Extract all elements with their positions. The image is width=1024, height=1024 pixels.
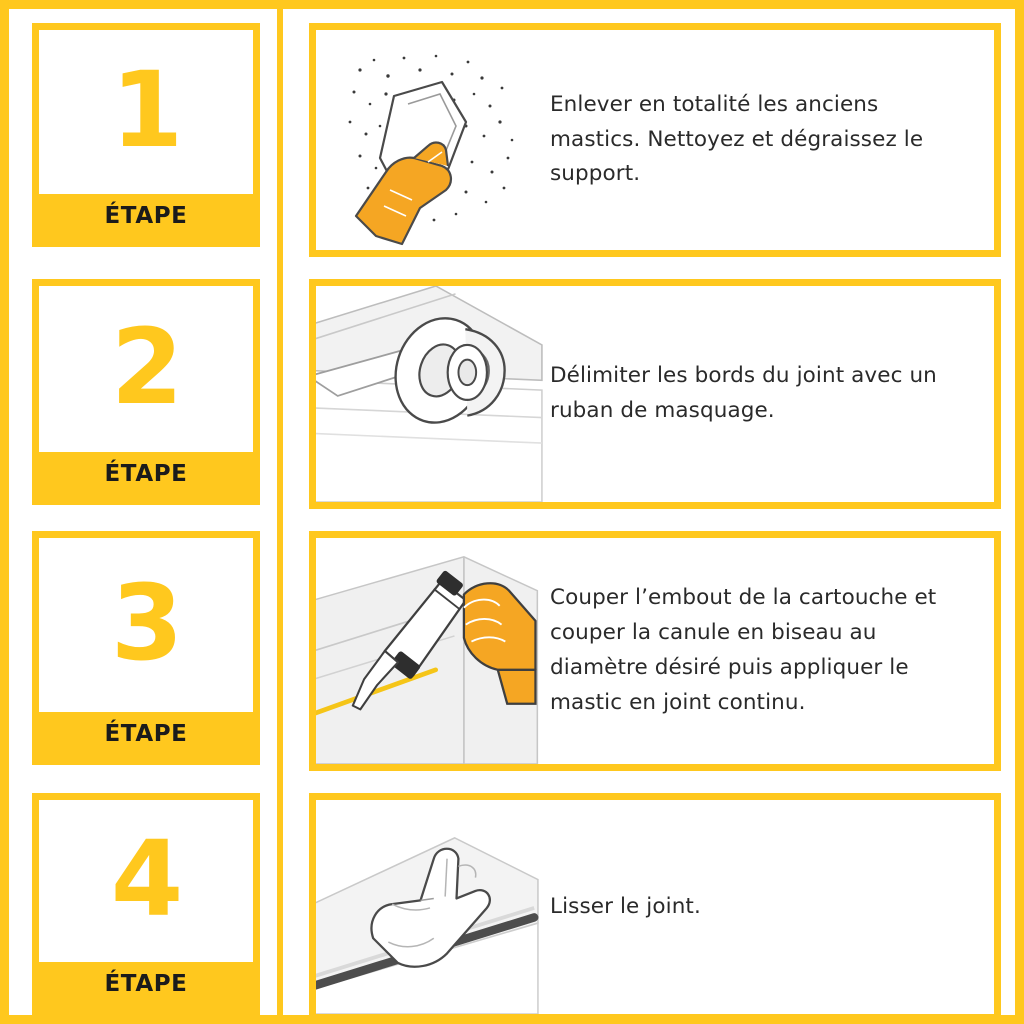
badge-card-gap: [260, 23, 309, 257]
step-row: [18, 23, 1006, 257]
step-badge-4: [32, 793, 260, 1015]
step-label-2: ÉTAPE: [39, 452, 253, 498]
step-label-1: ÉTAPE: [39, 194, 253, 240]
step-label-4: ÉTAPE: [39, 962, 253, 1008]
step-card-1: [309, 23, 1001, 257]
gloved-hand-wiping-surface-icon: [316, 30, 544, 250]
hand-smoothing-joint-icon: [316, 800, 544, 1014]
badge-card-gap: [260, 279, 309, 509]
step-caption-2: [544, 286, 994, 502]
step-card-3: [309, 531, 1001, 771]
step-caption-1: [544, 30, 994, 250]
step-label-3: ÉTAPE: [39, 712, 253, 758]
step-caption-4: [544, 800, 994, 1014]
step-card-2: [309, 279, 1001, 509]
badge-card-gap: [260, 793, 309, 1021]
steps-list: [9, 9, 1015, 1015]
step-text-2: Délimiter les bords du joint avec un ruban de masquage.: [550, 363, 937, 423]
step-badge-2: [32, 279, 260, 505]
step-card-4: [309, 793, 1001, 1021]
masking-tape-roll-icon: [316, 286, 544, 502]
step-number-1: 1: [110, 49, 182, 171]
step-text-3: Couper l’embout de la cartouche et couper la canule en biseau au diamètre désiré puis appliquer le mastic en joint continu.: [550, 585, 937, 715]
step-number-4: 4: [110, 818, 182, 940]
step-badge-3: [32, 531, 260, 765]
step-badge-1: [32, 23, 260, 247]
step-row: [18, 793, 1006, 1021]
step-caption-3: [544, 538, 994, 764]
step-text-1: Enlever en totalité les anciens mastics. Nettoyez et dégraissez le support.: [550, 91, 924, 187]
step-row: [18, 531, 1006, 771]
step-row: [18, 279, 1006, 509]
caulking-gun-applying-sealant-icon: [316, 538, 544, 764]
step-text-4: Lisser le joint.: [550, 893, 701, 919]
badge-card-gap: [260, 531, 309, 771]
step-number-2: 2: [110, 306, 182, 428]
step-number-3: 3: [110, 562, 182, 684]
